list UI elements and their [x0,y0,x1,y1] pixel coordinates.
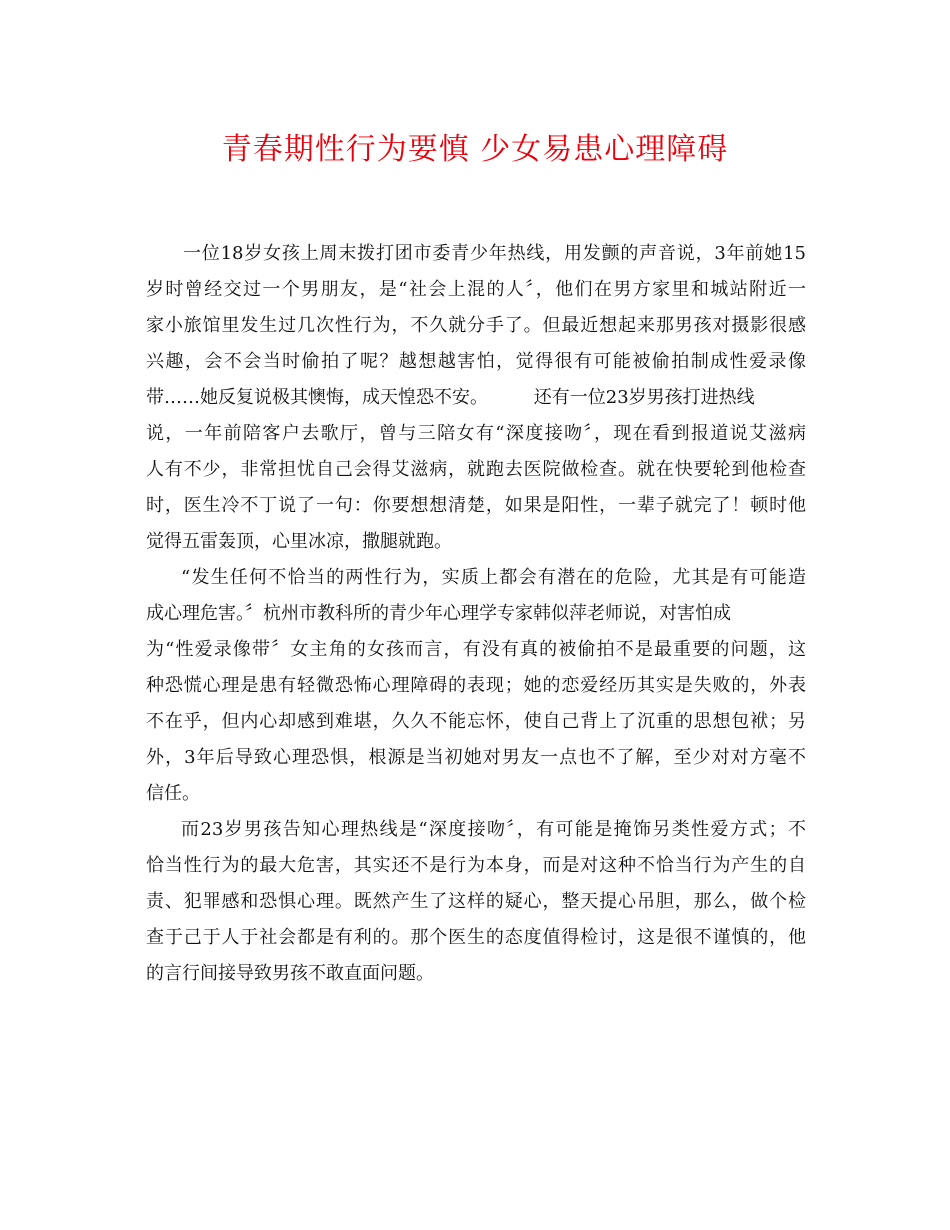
document-body [146,236,806,992]
paragraph-2-line-2: 成心理危害。〞杭州市教科所的青少年心理学专家韩似萍老师说，对害怕成 [146,603,731,624]
paragraph-1-line-4: 兴趣，会不会当时偷拍了呢？越想越害怕，觉得很有可能被偷拍制成性爱录像 [146,351,806,372]
paragraph-3-line-3: 责、犯罪感和恐惧心理。既然产生了这样的疑心，整天提心吊胆，那么，做个检 [146,891,806,912]
paragraph-3-line-5: 的言行间接导致男孩不敢直面问题。 [146,963,434,984]
document-title: 青春期性行为要慎 少女易患心理障碍 [221,132,729,167]
paragraph-1-line-3: 家小旅馆里发生过几次性行为，不久就分手了。但最近想起来那男孩对摄影很感 [146,315,806,336]
paragraph-2-line-6: 外，3年后导致心理恐惧，根源是当初她对男友一点也不了解，至少对对方毫不 [146,747,806,768]
paragraph-1-line-5: 带……她反复说极其懊悔，成天惶恐不安。 还有一位23岁男孩打进热线 [146,387,755,408]
paragraph-1-line-2: 岁时曾经交过一个男朋友，是“社会上混的人〞，他们在男方家里和城站附近一 [146,279,806,300]
paragraph-3-line-4: 查于己于人于社会都是有利的。那个医生的态度值得检讨，这是很不谨慎的，他 [146,927,806,948]
paragraph-1-line-6: 说，一年前陪客户去歌厅，曾与三陪女有“深度接吻〞，现在看到报道说艾滋病 [146,423,806,444]
paragraph-3-line-2: 恰当性行为的最大危害，其实还不是行为本身，而是对这种不恰当行为产生的自 [146,855,806,876]
paragraph-1-line-9: 觉得五雷轰顶，心里冰凉，撒腿就跑。 [146,531,452,552]
paragraph-3-line-1: 而23岁男孩告知心理热线是“深度接吻〞，有可能是掩饰另类性爱方式；不 [181,819,806,840]
paragraph-2-line-4: 种恐慌心理是患有轻微恐怖心理障碍的表现；她的恋爱经历其实是失败的，外表 [146,675,806,696]
paragraph-2-line-3: 为“性爱录像带〞女主角的女孩而言，有没有真的被偷拍不是最重要的问题，这 [146,639,806,660]
paragraph-1-line-7: 人有不少，非常担忧自己会得艾滋病，就跑去医院做检查。就在快要轮到他检查 [146,459,806,480]
paragraph-1-line-1: 一位18岁女孩上周末拨打团市委青少年热线，用发颤的声音说，3年前她15 [183,243,806,264]
paragraph-2-line-7: 信任。 [146,783,200,804]
paragraph-2-line-1: “发生任何不恰当的两性行为，实质上都会有潜在的危险，尤其是有可能造 [181,567,806,588]
paragraph-2-line-5: 不在乎，但内心却感到难堪，久久不能忘怀，使自己背上了沉重的思想包袱；另 [146,711,806,732]
paragraph-1-line-8: 时，医生冷不丁说了一句：你要想想清楚，如果是阳性，一辈子就完了！顿时他 [146,495,806,516]
